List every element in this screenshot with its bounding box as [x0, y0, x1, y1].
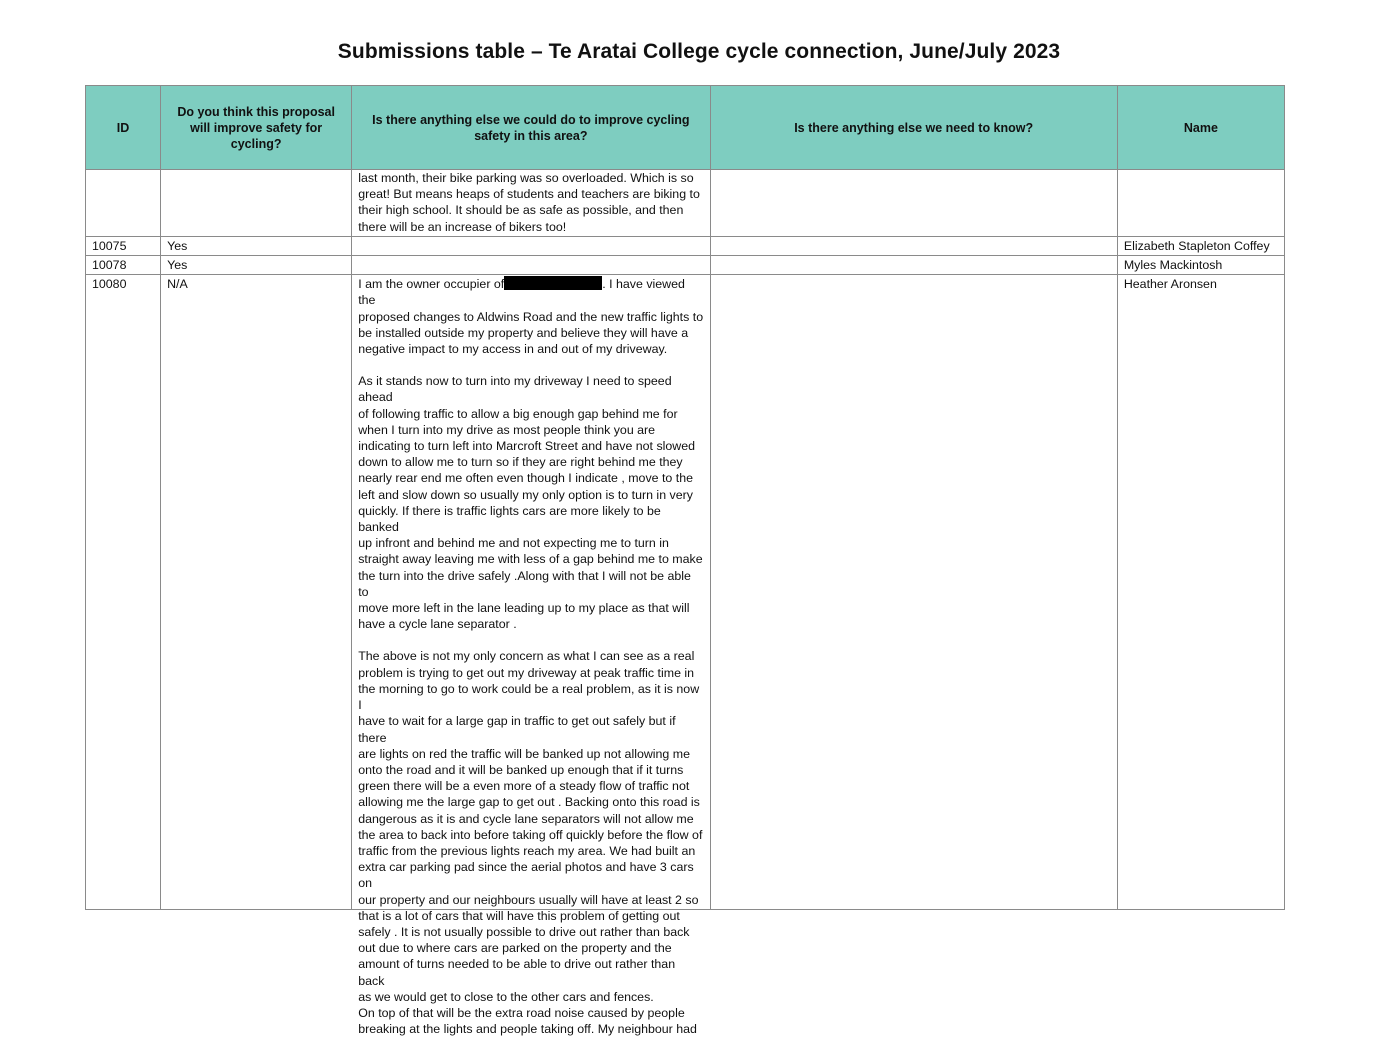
table-header-row [86, 86, 1285, 170]
text-line: of following traffic to allow a big enough gap behind me for [358, 406, 678, 421]
text-line: onto the road and it will be banked up enough that if it turns [358, 762, 684, 777]
text-line: have to wait for a large gap in traffic to get out safely but if there [358, 714, 676, 745]
text-line [358, 276, 703, 308]
text-line: that is a lot of cars that will have this problem of getting out [358, 908, 680, 923]
column-header-name: Name [1117, 86, 1284, 170]
text-line: straight away leaving me with less of a gap behind me to make [358, 552, 703, 567]
text-line: down to allow me to turn so if they are right behind me they [358, 455, 683, 470]
text-line: left and slow down so usually my only option is to turn in very [358, 487, 693, 502]
cell-improve [352, 170, 710, 237]
text-line: allowing me the large gap to get out . Backing onto this road is [358, 795, 700, 810]
paragraph [358, 648, 703, 1037]
text-line: up infront and behind me and not expecting me to turn in [358, 536, 669, 551]
column-header-improve: Is there anything else we could do to improve cycling safety in this area? [352, 86, 710, 170]
text-line: the turn into the drive safely .Along with that I will not be able to [358, 568, 691, 599]
cell-other [710, 256, 1117, 275]
text-line: move more left in the lane leading up to my place as that will [358, 601, 690, 616]
cell-safety: N/A [161, 275, 352, 910]
table-row [86, 236, 1285, 255]
text-line: are lights on red the traffic will be banked up not allowing me [358, 746, 690, 761]
cell-other [710, 170, 1117, 237]
text-line: negative impact to my access in and out of my driveway. [358, 342, 668, 357]
text-line: our property and our neighbours usually will have at least 2 so [358, 892, 699, 907]
table-row [86, 256, 1285, 275]
text-fragment: . I have viewed the [358, 277, 685, 308]
text-line: On top of that will be the extra road noise caused by people [358, 1005, 685, 1020]
text-line: amount of turns needed to be able to drive out rather than back [358, 957, 676, 988]
text-line: proposed changes to Aldwins Road and the new traffic lights to [358, 309, 704, 324]
text-line: breaking at the lights and people taking off. My neighbour had [358, 1022, 697, 1037]
paragraph [358, 373, 703, 632]
text-line: safely . It is not usually possible to drive out rather than back [358, 924, 690, 939]
text-line: be installed outside my property and believe they will have a [358, 325, 689, 340]
cell-other [710, 275, 1117, 910]
page-title: Submissions table – Te Aratai College cycle connection, June/July 2023 [337, 40, 1061, 63]
text-line: indicating to turn left into Marcroft Street and have not slowed [358, 439, 696, 454]
text-line: extra car parking pad since the aerial photos and have 3 cars on [358, 860, 694, 891]
text-line: As it stands now to turn into my driveway I need to speed ahead [358, 374, 672, 405]
text-line: there will be an increase of bikers too! [358, 219, 567, 234]
cell-name [1117, 170, 1284, 237]
text-line: their high school. It should be as safe as possible, and then [358, 203, 684, 218]
cell-name: Myles Mackintosh [1117, 256, 1284, 275]
text-line: last month, their bike parking was so overloaded. Which is so [358, 171, 694, 185]
cell-safety [161, 170, 352, 237]
column-header-other: Is there anything else we need to know? [710, 86, 1117, 170]
text-line: out due to where cars are parked on the property and the [358, 941, 672, 956]
table-row [86, 275, 1285, 910]
paragraph [358, 309, 703, 358]
text-line: traffic from the previous lights reach my area. We had built an [358, 843, 696, 858]
submissions-table [85, 85, 1285, 1037]
text-line: great! But means heaps of students and teachers are biking to [358, 187, 700, 202]
cell-id: 10080 [86, 275, 161, 910]
cell-improve [352, 256, 710, 275]
cell-improve [352, 275, 710, 1037]
cell-improve [352, 236, 710, 255]
cell-id: 10078 [86, 256, 161, 275]
text-fragment: I am the owner occupier of [358, 277, 505, 292]
table-row [86, 170, 1285, 237]
text-line: The above is not my only concern as what I can see as a real [358, 649, 695, 664]
text-line: when I turn into my drive as most people think you are [358, 422, 656, 437]
cell-name: Heather Aronsen [1117, 275, 1284, 910]
cell-safety: Yes [161, 256, 352, 275]
redaction-block [504, 276, 602, 290]
cell-id [86, 170, 161, 237]
text-line: have a cycle lane separator . [358, 617, 517, 632]
text-line: the area to back into before taking off quickly before the flow of [358, 827, 703, 842]
text-line: the morning to go to work could be a real problem, as it is now I [358, 681, 700, 713]
text-line: quickly. If there is traffic lights cars are more likely to be banked [358, 503, 661, 535]
text-line: nearly rear end me often even though I indicate , move to the [358, 471, 693, 486]
text-line: dangerous as it is and cycle lane separators will not allow me [358, 811, 694, 826]
text-line: as we would get to close to the other cars and fences. [358, 989, 654, 1004]
text-line: problem is trying to get out my driveway at peak traffic time in [358, 665, 695, 680]
submission-text [358, 276, 704, 1037]
cell-name: Elizabeth Stapleton Coffey [1117, 236, 1284, 255]
cell-safety: Yes [161, 236, 352, 255]
text-line: green there will be a even more of a steady flow of traffic not [358, 779, 690, 794]
cell-other [710, 236, 1117, 255]
cell-id: 10075 [86, 236, 161, 255]
column-header-safety: Do you think this proposal will improve safety for cycling? [161, 86, 352, 170]
column-header-id: ID [86, 86, 161, 170]
